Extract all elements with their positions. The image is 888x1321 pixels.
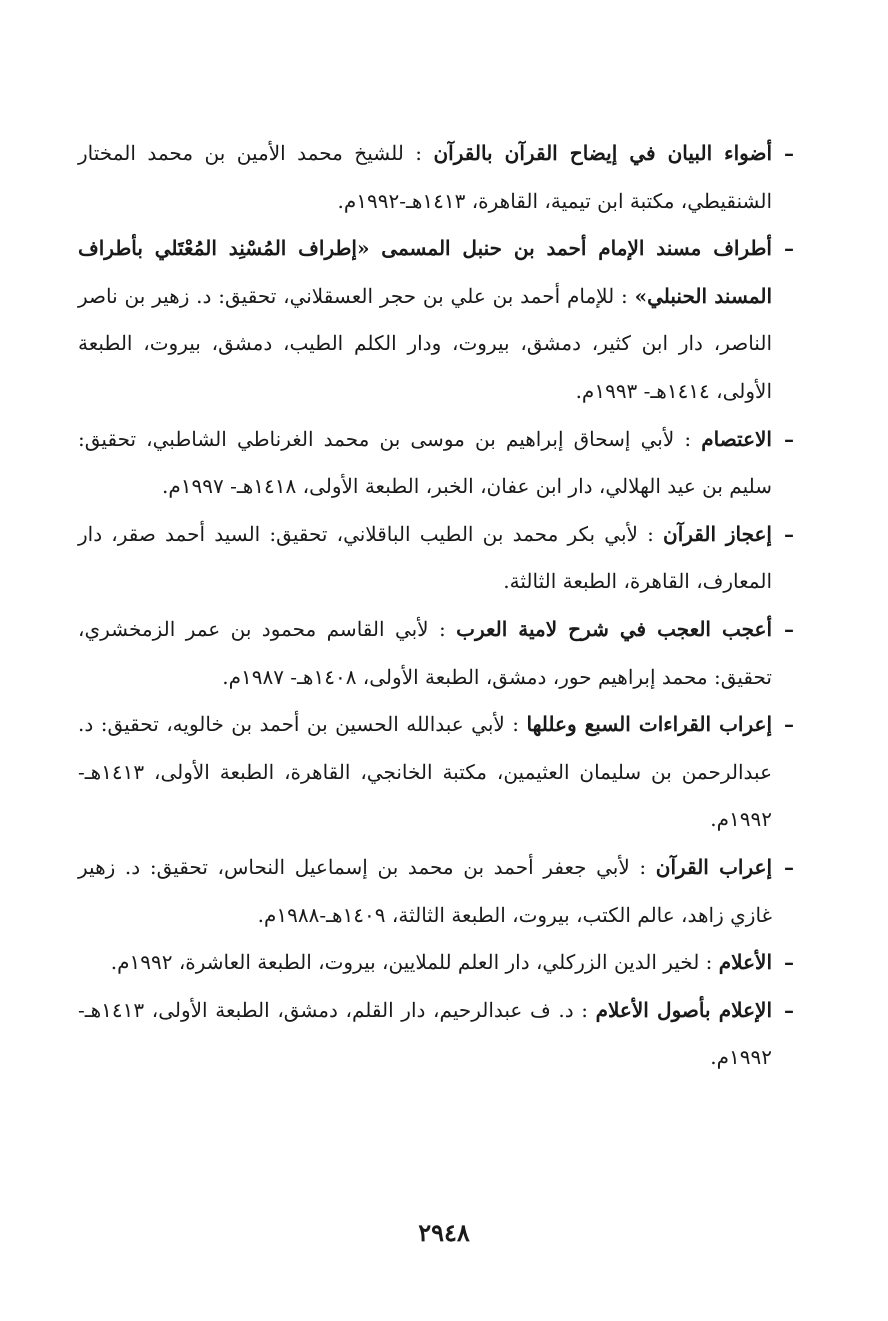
entry-body: : د. ف عبدالرحيم، دار القلم، دمشق، الطبعة الأولى، ١٤١٣هـ- ١٩٩٢م. [78,997,772,1070]
entry-title: أضواء البيان في إيضاح القرآن بالقرآن [433,141,773,165]
bibliography-entry [78,416,794,511]
bibliography-entry [78,511,794,606]
entry-body: : لأبي جعفر أحمد بن محمد بن إسماعيل النحاس، تحقيق: د. زهير غازي زاهد، عالم الكتب، بيروت، الطبعة الثالثة، ١٤٠٩هـ-١٩٨٨م. [78,854,772,927]
entry-dash: – [784,141,794,165]
entry-title: الأعلام [718,950,772,975]
entry-dash: – [784,854,794,879]
entry-title: إعراب القرآن [655,854,773,879]
entry-body: : لأبي القاسم محمود بن عمر الزمخشري، تحقيق: محمد إبراهيم حور، دمشق، الطبعة الأولى، ١٤٠٨هـ- ١٩٨٧م. [78,616,772,689]
bibliography-entry [78,987,794,1082]
entry-title: إعراب القراءات السبع وعللها [526,712,772,737]
entry-dash: – [784,521,794,546]
entry-title: أطراف مسند الإمام أحمد بن حنبل المسمى «إطراف المُسْنِد المُعْتَلي بأطراف المسند الحنبلي» [78,236,773,308]
bibliography-entry [78,225,794,415]
entry-body: : لأبي بكر محمد بن الطيب الباقلاني، تحقيق: السيد أحمد صقر، دار المعارف، القاهرة، الطبعة الثالثة. [78,521,772,594]
entry-dash: – [784,616,794,641]
page-number: ٢٩٤٨ [418,1218,470,1247]
entry-dash: – [784,950,794,975]
bibliography-list [78,130,794,1082]
entry-title: إعجاز القرآن [663,521,772,546]
entry-title: الاعتصام [701,426,772,451]
entry-dash: – [784,997,794,1022]
entry-body: : لأبي إسحاق إبراهيم بن موسى بن محمد الغرناطي الشاطبي، تحقيق: سليم بن عيد الهلالي، دار ابن عفان، الخبر، الطبعة الأولى، ١٤١٨هـ- ١٩٩٧م. [78,426,772,499]
entry-dash: – [784,426,794,451]
bibliography-entry [78,844,794,939]
entry-body: : لأبي عبدالله الحسين بن أحمد بن خالويه، تحقيق: د. عبدالرحمن بن سليمان العثيمين، مكتبة الخانجي، القاهرة، الطبعة الأولى، ١٤١٣هـ- ١٩٩٢م. [78,712,772,832]
bibliography-entry [78,939,794,987]
entry-dash: – [784,712,794,737]
entry-title: أعجب العجب في شرح لامية العرب [456,616,773,641]
bibliography-entry [78,606,794,701]
bibliography-entry [78,701,794,844]
entry-dash: – [784,236,794,261]
entry-body: : لخير الدين الزركلي، دار العلم للملايين، بيروت، الطبعة العاشرة، ١٩٩٢م. [110,950,713,975]
entry-title: الإعلام بأصول الأعلام [595,997,772,1022]
entry-body: : للإمام أحمد بن علي بن حجر العسقلاني، تحقيق: د. زهير بن ناصر الناصر، دار ابن كثير، دمشق، بيروت، ودار الكلم الطيب، دمشق، بيروت، الطبعة الأولى، ١٤١٤هـ- ١٩٩٣م. [78,283,772,403]
bibliography-entry [78,130,794,225]
entry-body: : للشيخ محمد الأمين بن محمد المختار الشنقيطي، مكتبة ابن تيمية، القاهرة، ١٤١٣هـ-١٩٩٢م. [78,141,772,213]
